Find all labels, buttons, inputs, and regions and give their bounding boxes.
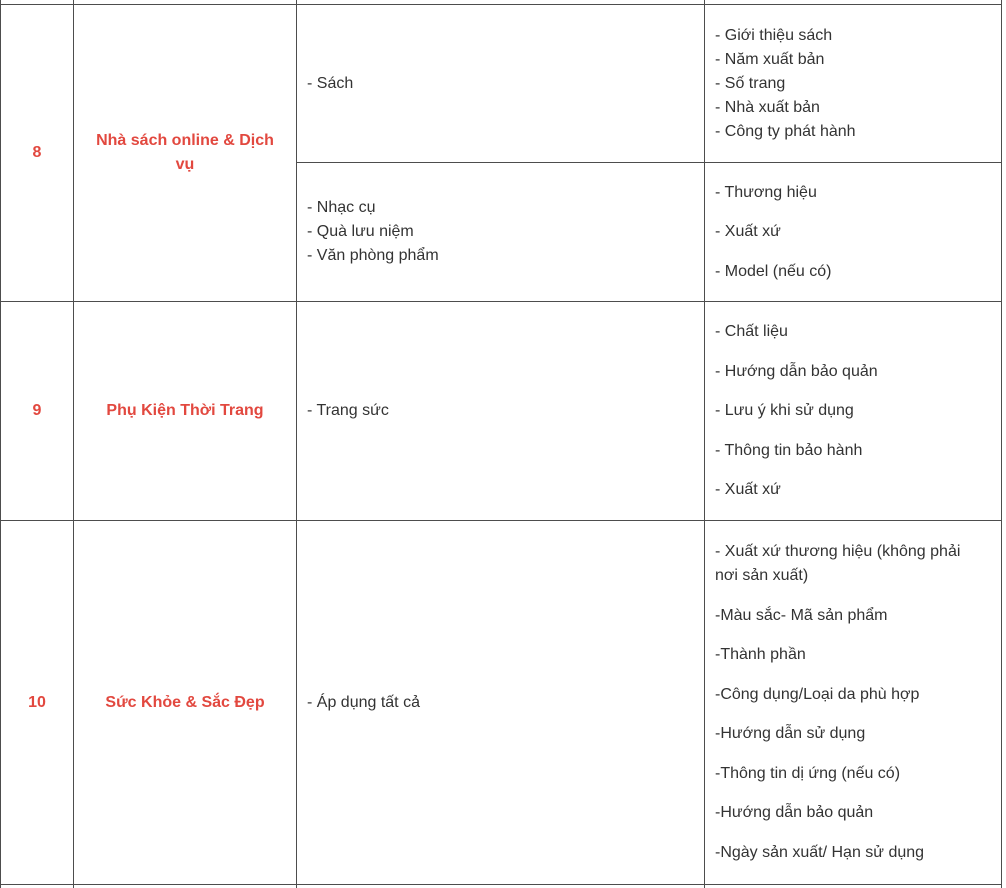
product-cell (297, 302, 704, 520)
attribute-item: -Hướng dẫn bảo quản (715, 804, 874, 822)
row-number-text: 9 (32, 402, 42, 419)
product-cell (297, 163, 704, 301)
attribute-item: -Màu sắc- Mã sản phẩm (715, 606, 888, 624)
row-number-text: 8 (32, 144, 42, 161)
table-border-right (1001, 0, 1002, 888)
attribute-item: - Chất liệu (715, 323, 788, 340)
row-number (1, 5, 73, 301)
attribute-item: - Thông tin bảo hành (715, 441, 863, 459)
category-name: Sức Khỏe & Sắc Đẹp (105, 693, 265, 711)
product-item: - Áp dụng tất cả (307, 693, 420, 711)
category-cell (74, 521, 296, 884)
row-number (1, 521, 73, 884)
attribute-item: - Số trang (715, 74, 786, 92)
product-cell (297, 521, 704, 884)
attribute-cell (705, 521, 1001, 884)
attribute-item: - Năm xuất bản (715, 50, 825, 68)
product-item: - Trang sức (307, 402, 389, 419)
attribute-item: - Nhà xuất bản (715, 98, 820, 116)
attribute-item: -Công dụng/Loại da phù hợp (715, 685, 920, 703)
product-item: - Sách (307, 74, 354, 92)
attribute-item: - Lưu ý khi sử dụng (715, 402, 854, 419)
attribute-cell (705, 302, 1001, 520)
attribute-cell (705, 5, 1001, 162)
attribute-item: - Xuất xứ (715, 223, 781, 240)
attribute-cell (705, 163, 1001, 301)
attribute-item: - Xuất xứ thương hiệu (không phải nơi sản xuất) (715, 543, 961, 585)
attribute-item: - Giới thiệu sách (715, 26, 833, 44)
attribute-item: - Xuất xứ (715, 481, 781, 498)
attribute-item: -Thông tin dị ứng (nếu có) (715, 764, 901, 782)
product-item: - Văn phòng phẩm (307, 247, 439, 264)
attribute-item: -Ngày sản xuất/ Hạn sử dụng (715, 843, 925, 861)
attribute-item: - Công ty phát hành (715, 122, 856, 140)
row-number-text: 10 (28, 693, 46, 711)
attribute-item: -Thành phần (715, 646, 806, 664)
product-item: - Quà lưu niệm (307, 223, 414, 240)
category-name: Nhà sách online & Dịch vụ (96, 132, 274, 173)
product-item: - Nhạc cụ (307, 199, 376, 216)
attribute-item: -Hướng dẫn sử dụng (715, 725, 866, 743)
category-name: Phụ Kiện Thời Trang (106, 402, 264, 419)
category-cell (74, 5, 296, 301)
attribute-item: - Model (nếu có) (715, 262, 832, 280)
product-cell (297, 5, 704, 162)
category-cell (74, 302, 296, 520)
row-number (1, 302, 73, 520)
table-border-bottom (0, 884, 1002, 885)
attribute-item: - Thương hiệu (715, 183, 817, 201)
attribute-item: - Hướng dẫn bảo quản (715, 362, 878, 380)
